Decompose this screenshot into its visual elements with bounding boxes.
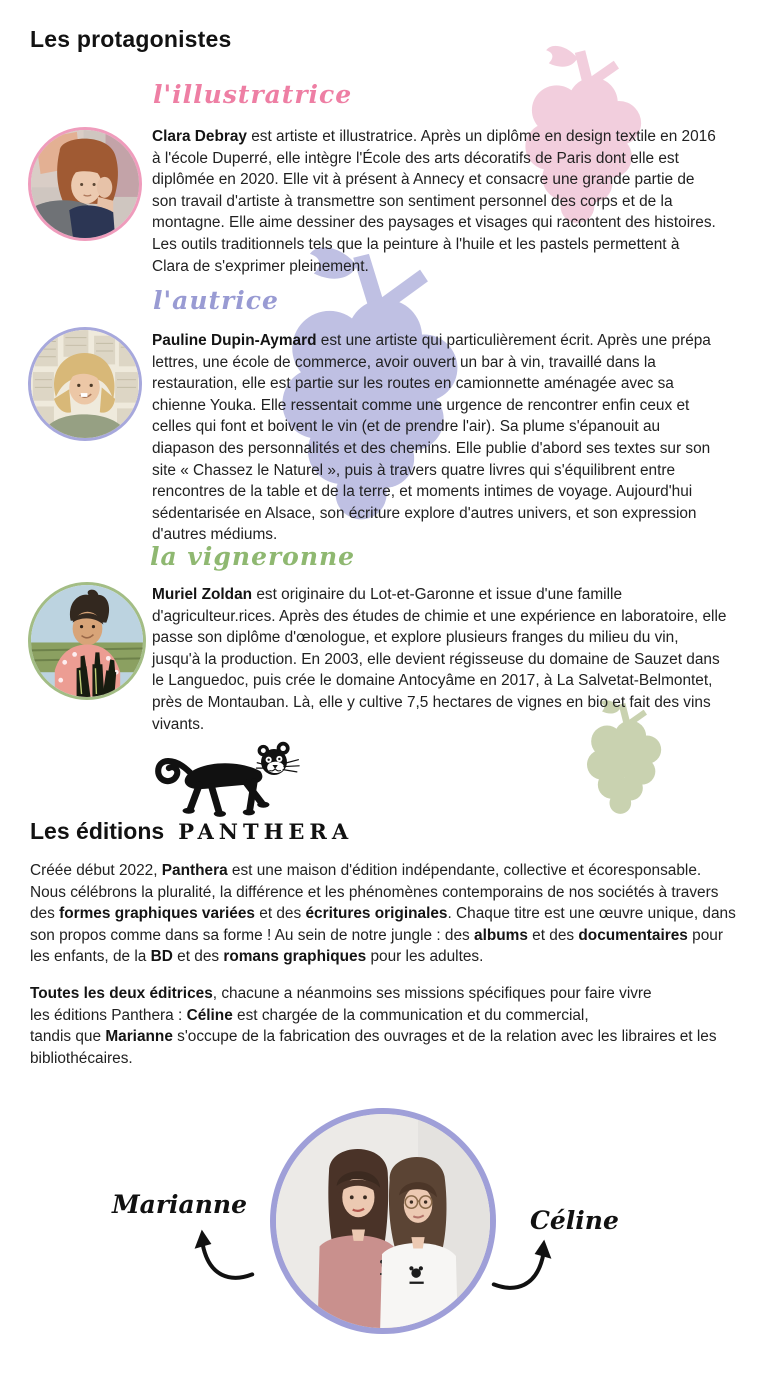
arrow-icon-left bbox=[182, 1228, 260, 1284]
clara-paragraph: Clara Debray est artiste et illustratrice. Après un diplôme en design textile en 2016 à l'école Duperré, elle intègre l'École des arts décoratifs de Paris dont elle est diplômée en 2020. Elle vit à présent à Annecy et consacre une grande partie de son travail d'artiste à transmettre son sentiment personnel des corps et de la montagne. Elle aime dessiner des paysages et visages qui racontent des histoires. Les outils traditionnels tels que la peinture à l'huile et les pastels permettent à Clara de s'exprimer pleinement. bbox=[152, 128, 716, 275]
clara-photo-illustration bbox=[31, 130, 139, 238]
arrow-icon-right bbox=[486, 1238, 564, 1294]
section-label-autrice: l'autrice bbox=[153, 286, 279, 315]
muriel-paragraph: Muriel Zoldan est originaire du Lot-et-Garonne et issue d'une famille d'agriculteur.rices. Après des études de chimie et une expérience en laboratoire, elle passe son diplôme d'œnologue, et explore plusieurs franges du milieu du vin, jusqu'à la production. En 2003, elle devient régisseuse du domaine de Sauzet dans le Languedoc, puis crée le domaine Antocyâme en 2017, à La Salvetat-Belmontet, près de Montauban. Là, elle y cultive 7,5 hectares de vignes en bio et fait des vins vivants. bbox=[152, 586, 727, 733]
editions-roles-paragraph: Toutes les deux éditrices, chacune a néanmoins ses missions spécifiques pour faire vivre les éditions Panthera : Céline est chargée de la communication et du commercial, tandis que Marianne s'occupe de la fabrication des ouvrages et de la relation avec les libraires et les bibliothécaires. bbox=[30, 985, 717, 1067]
muriel-photo-illustration bbox=[31, 585, 143, 697]
founders-photo-illustration bbox=[276, 1114, 490, 1328]
section-label-illustratrice: l'illustratrice bbox=[153, 80, 353, 109]
section-label-vigneronne: la vigneronne bbox=[150, 542, 356, 571]
editions-heading-prefix: Les éditions bbox=[30, 818, 165, 844]
editions-heading bbox=[30, 818, 353, 845]
avatar-pauline-dupin-aymard bbox=[28, 327, 142, 441]
founder-label-celine: Céline bbox=[530, 1206, 619, 1235]
pauline-photo-illustration bbox=[31, 330, 139, 438]
panthera-wordmark: PANTHERA bbox=[178, 819, 354, 844]
editions-intro-paragraph: Créée début 2022, Panthera est une maison d'édition indépendante, collective et écoresponsable. Nous célébrons la pluralité, la différence et les phénomènes contemporains de nos sociétés à travers des formes graphiques variées et des écritures originales. Chaque titre est une œuvre unique, dans son propos comme dans sa forme ! Au sein de notre jungle : des albums et des documentaires pour les enfants, de la BD et des romans graphiques pour les adultes. bbox=[30, 862, 736, 966]
avatar-clara-debray bbox=[28, 127, 142, 241]
pauline-paragraph: Pauline Dupin-Aymard est une artiste qui particulièrement écrit. Après une prépa lettres, une école de commerce, avoir ouvert un bar à vin, travaillé dans la restauration, elle est partie sur les routes en camionnette aménagée avec sa chienne Youka. Elle ressentait comme une urgence de rencontrer enfin ceux et celles qui font et boivent le vin (et de prendre l'air). Sa plume s'épanouit au diapason des personnalités et des chemins. Elle publie d'abord ses textes sur son site « Chassez le Naturel », puis à travers quatre livres qui s'équilibrent entre rencontres de la table et de la terre, et moments intimes de voyage. Aujourd'hui sédentarisée en Alsace, son écriture explore d'autres univers, et son expression d'autres médiums. bbox=[152, 332, 711, 544]
panthera-logo-icon bbox=[146, 736, 306, 820]
avatar-muriel-zoldan bbox=[28, 582, 146, 700]
founder-label-marianne: Marianne bbox=[112, 1190, 247, 1219]
founders-photo bbox=[270, 1108, 496, 1334]
page-title: Les protagonistes bbox=[30, 26, 232, 52]
